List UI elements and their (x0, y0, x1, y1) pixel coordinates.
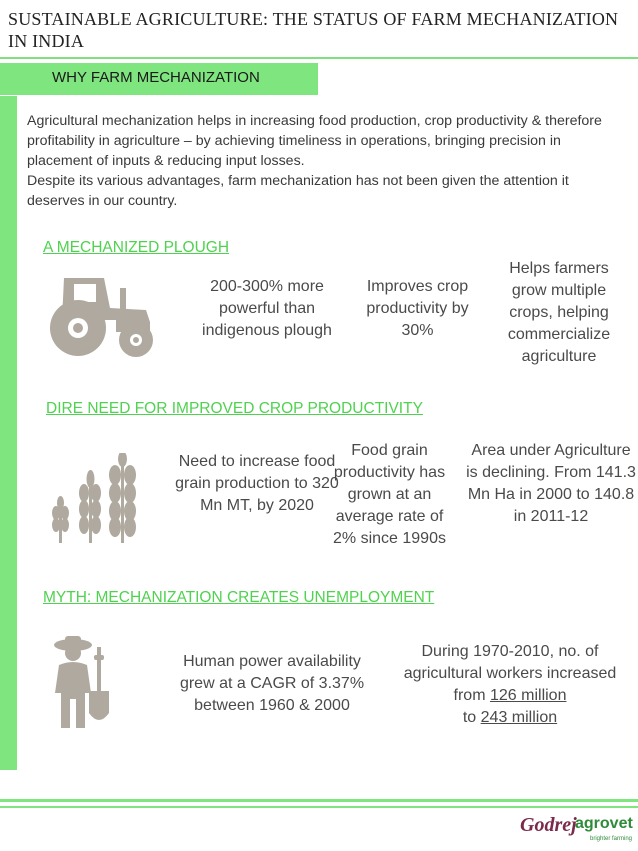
title-divider (0, 57, 638, 59)
tractor-icon (46, 270, 158, 358)
intro-text (27, 111, 627, 211)
intro-paragraph-2: Despite its various advantages, farm mechanization has not been given the attention it deserves in our country. (27, 173, 569, 209)
fact-production-target: Need to increase food grain production to 320 Mn MT, by 2020 (175, 453, 339, 514)
intro-paragraph-1: Agricultural mechanization helps in increasing food production, crop productivity & therefore profitability in agriculture – by achieving timeliness in operations, bringing precision in placement of inputs & reducing input losses. (27, 113, 602, 169)
fact-plough-multiple-crops: Helps farmers grow multiple crops, helping commercialize agriculture (507, 260, 611, 365)
fact-agricultural-workers (400, 641, 620, 729)
workers-fact-prefix: During 1970-2010, no. of agricultural workers increased from (403, 643, 617, 704)
section-banner-label: WHY FARM MECHANIZATION (52, 69, 260, 86)
workers-fact-connector: to (462, 709, 477, 726)
workers-value-from: 126 million (489, 687, 567, 704)
godrej-logo: Godrej (520, 814, 577, 836)
workers-value-to: 243 million (480, 709, 558, 726)
section-heading-plough: A MECHANIZED PLOUGH (43, 239, 230, 256)
footer-divider-bottom (0, 806, 638, 808)
fact-plough-power: 200-300% more powerful than indigenous plough (202, 278, 332, 339)
fact-human-power: Human power availability grew at a CAGR of 3.37% between 1960 & 2000 (179, 653, 365, 714)
left-accent-bar (0, 96, 17, 770)
farmer-icon (53, 633, 115, 728)
agrovet-logo: agrovet (575, 815, 633, 832)
fact-productivity-growth: Food grain productivity has grown at an average rate of 2% since 1990s (333, 442, 446, 547)
fact-area-declining: Area under Agriculture is declining. From 141.3 Mn Ha in 2000 to 140.8 in 2011-12 (466, 442, 636, 525)
section-heading-productivity: DIRE NEED FOR IMPROVED CROP PRODUCTIVITY (46, 400, 423, 417)
page-title: SUSTAINABLE AGRICULTURE: THE STATUS OF FARM MECHANIZATION IN INDIA (8, 9, 619, 51)
section-heading-myth: MYTH: MECHANIZATION CREATES UNEMPLOYMENT (43, 589, 435, 606)
footer-divider-top (0, 799, 638, 802)
fact-plough-productivity: Improves crop productivity by 30% (366, 278, 469, 339)
logo-tagline: brighter farming (590, 836, 633, 842)
wheat-icon (48, 453, 143, 543)
